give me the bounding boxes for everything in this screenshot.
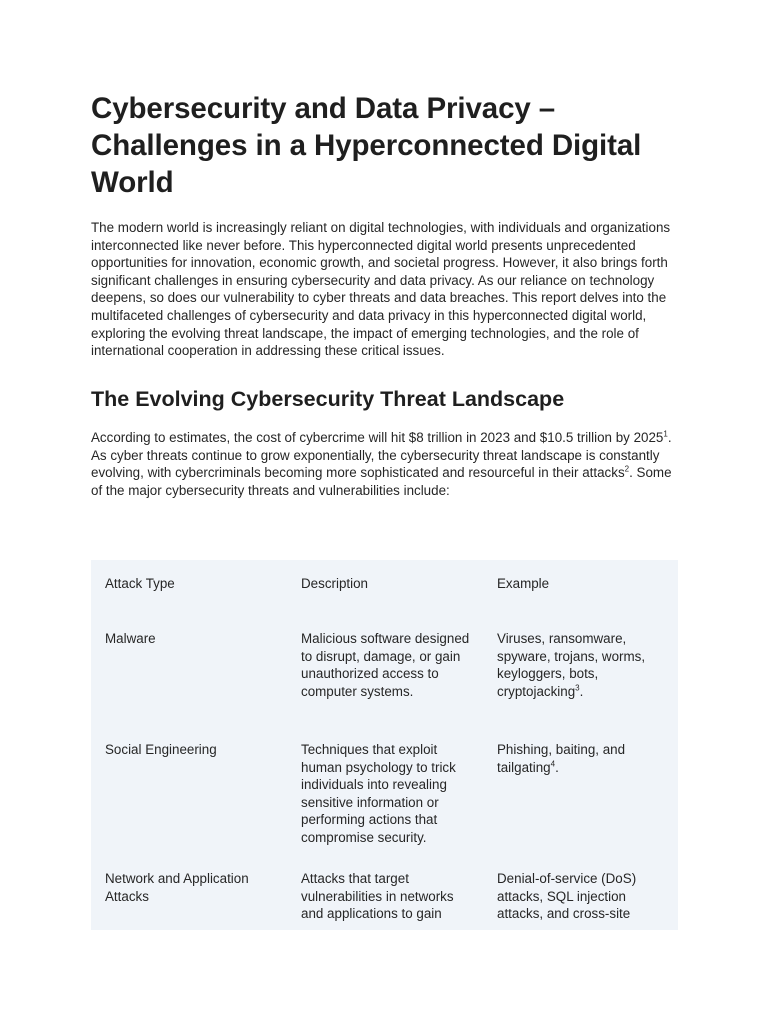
threats-table [91, 560, 678, 930]
cell-example [497, 630, 669, 700]
footnote-ref-1[interactable]: 1 [663, 429, 668, 439]
paragraph-text: According to estimates, the cost of cybercrime will hit $8 trillion in 2023 and $10.5 trillion by 2025 [91, 430, 664, 445]
threat-landscape-paragraph [91, 429, 676, 499]
cell-description: Malicious software designed to disrupt, damage, or gain unauthorized access to computer systems. [301, 631, 470, 699]
cell-description: Techniques that exploit human psychology to trick individuals into revealing sensitive information or performing actions that compromise security. [301, 742, 456, 845]
cell-example: Denial-of-service (DoS) attacks, SQL injection attacks, and cross-site [497, 871, 637, 922]
cell-attack-type: Malware [105, 631, 156, 646]
header-attack-type: Attack Type [105, 576, 175, 591]
paragraph-text: . Some of the major cybersecurity threats and vulnerabilities include: [91, 465, 672, 498]
header-description: Description [301, 576, 368, 591]
cell-attack-type: Social Engineering [105, 742, 217, 757]
header-example: Example [497, 576, 550, 591]
intro-paragraph: The modern world is increasingly reliant on digital technologies, with individuals and organizations interconnected like never before. This hyperconnected digital world presents unprecedented opportunities for innovation, economic growth, and societal progress. However, it also brings forth significant challenges in ensuring cybersecurity and data privacy. As our reliance on technology deepens, so does our vulnerability to cyber threats and data breaches. This report delves into the multifaceted challenges of cybersecurity and data privacy in this hyperconnected digital world, exploring the evolving threat landscape, the impact of emerging technologies, and the role of international cooperation in addressing these critical issues. [91, 220, 671, 359]
example-text-tail: . [555, 759, 559, 775]
cell-description: Attacks that target vulnerabilities in networks and applications to gain [301, 871, 454, 922]
example-text-tail: . [579, 683, 584, 699]
example-text: Phishing, baiting, and tailgating [497, 742, 626, 775]
paragraph-text: . As cyber threats continue to grow exponentially, the cybersecurity threat landscape is constantly evolving, with cybercriminals becoming more sophisticated and resourceful in their attacks [91, 430, 672, 481]
footnote-ref-2[interactable]: 2 [624, 464, 630, 474]
section-heading: The Evolving Cybersecurity Threat Landscape [91, 387, 565, 411]
footnote-ref-3[interactable]: 3 [575, 683, 580, 693]
cell-attack-type: Network and Application Attacks [105, 871, 249, 904]
footnote-ref-4[interactable]: 4 [550, 759, 556, 769]
cell-example [497, 741, 669, 776]
example-text: Viruses, ransomware, spyware, trojans, worms, keyloggers, bots, cryptojacking [497, 631, 646, 699]
document-title: Cybersecurity and Data Privacy – Challenges in a Hyperconnected Digital World [91, 92, 642, 199]
